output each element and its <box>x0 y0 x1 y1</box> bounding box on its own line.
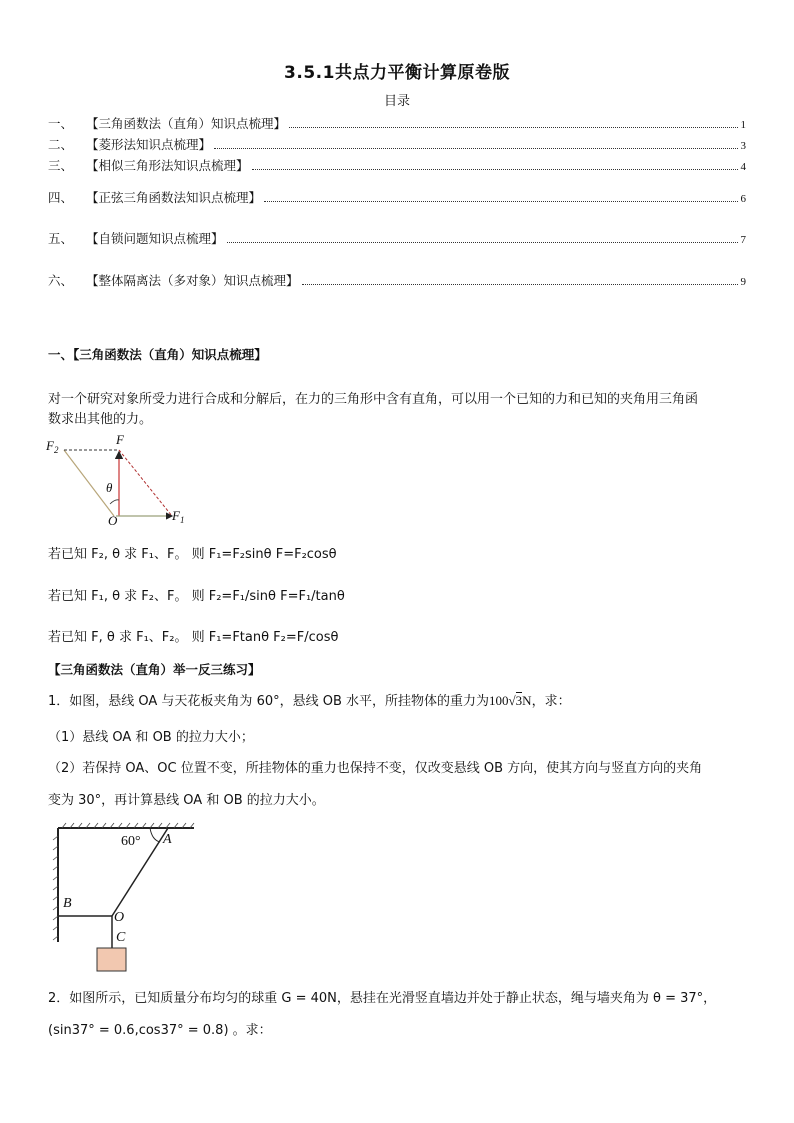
toc-item-3[interactable] <box>48 156 746 174</box>
q2-line-2: (sin37° = 0.6,cos37° = 0.8) 。求： <box>48 1023 272 1038</box>
toc-item-2[interactable] <box>48 135 746 153</box>
toc-page: 4 <box>740 161 746 173</box>
toc-num: 五、 <box>48 231 74 246</box>
toc-item-5[interactable] <box>48 229 746 247</box>
page-title: 3.5.1共点力平衡计算原卷版 <box>284 63 510 83</box>
toc-page: 6 <box>740 193 746 205</box>
toc-num: 四、 <box>48 190 74 205</box>
toc-page: 7 <box>740 234 746 246</box>
toc-label: 【相似三角形法知识点梳理】 <box>86 158 249 173</box>
toc-leader <box>227 241 738 243</box>
weight-block <box>97 948 126 971</box>
intro-line-2: 数求出其他的力。 <box>48 412 153 427</box>
intro-line-1: 对一个研究对象所受力进行合成和分解后，在力的三角形中含有直角，可以用一个已知的力和已知的夹角用三角函 <box>48 392 699 407</box>
toc-leader <box>252 168 738 170</box>
toc-num: 三、 <box>48 158 74 173</box>
toc-item-1[interactable] <box>48 114 746 132</box>
toc-label: 【整体隔离法（多对象）知识点梳理】 <box>86 273 299 288</box>
dashed-diag <box>119 450 172 516</box>
toc-page: 9 <box>740 276 746 288</box>
label-f: F <box>116 432 124 447</box>
label-o2: O <box>114 910 125 925</box>
label-a: A <box>163 832 172 847</box>
practice-heading: 【三角函数法（直角）举一反三练习】 <box>48 662 261 677</box>
label-theta: θ <box>106 480 113 495</box>
rule-1: 若已知 F₂, θ 求 F₁、F。 则 F₁=F₂sinθ F=F₂cosθ <box>48 547 337 562</box>
label-angle: 60° <box>121 834 141 849</box>
label-f2: $F_2$ <box>46 438 59 455</box>
toc-page: 1 <box>740 119 746 131</box>
toc-label: 【三角函数法（直角）知识点梳理】 <box>86 116 287 131</box>
theta-arc <box>110 500 119 504</box>
q1-part2-line2: 变为 30°，再计算悬线 OA 和 OB 的拉力大小。 <box>48 793 325 808</box>
toc-leader <box>214 147 737 149</box>
toc-leader <box>264 200 737 202</box>
q1-part1: （1）悬线 OA 和 OB 的拉力大小； <box>48 730 254 745</box>
toc-leader <box>289 126 737 128</box>
toc-num: 二、 <box>48 137 74 152</box>
label-c: C <box>116 930 126 945</box>
toc-label: 【正弦三角函数法知识点梳理】 <box>86 190 262 205</box>
section-heading: 一、【三角函数法（直角）知识点梳理】 <box>48 347 267 362</box>
toc-label: 【自锁问题知识点梳理】 <box>86 231 224 246</box>
rule-3: 若已知 F, θ 求 F₁、F₂。 则 F₁=Ftanθ F₂=F/cosθ <box>48 630 339 645</box>
label-o: O <box>108 513 118 528</box>
label-b: B <box>63 896 72 911</box>
q1-part2-line1: （2）若保持 OA、OC 位置不变，所挂物体的重力也保持不变，仅改变悬线 OB 方向，使其方向与竖直方向的夹角 <box>48 761 703 776</box>
q1-text: 1．如图，悬线 OA 与天花板夹角为 60°，悬线 OB 水平，所挂物体的重力为100√3N，求： <box>48 693 571 709</box>
toc-label: 【菱形法知识点梳理】 <box>86 137 212 152</box>
toc-num: 一、 <box>48 116 74 131</box>
toc-num: 六、 <box>48 273 74 288</box>
q2-line-1: 2．如图所示，已知质量分布均匀的球重 G = 40N，悬挂在光滑竖直墙边并处于静止状态，绳与墙夹角为 θ = 37°， <box>48 991 717 1006</box>
rule-2: 若已知 F₁, θ 求 F₂、F。 则 F₂=F₁/sinθ F=F₁/tanθ <box>48 589 345 604</box>
angle-arc <box>150 828 160 842</box>
toc-item-6[interactable] <box>48 271 746 289</box>
toc-leader <box>302 283 738 285</box>
toc-page: 3 <box>740 140 746 152</box>
label-f1: $F_1$ <box>172 508 185 525</box>
toc-heading: 目录 <box>383 94 410 109</box>
toc-item-4[interactable] <box>48 188 746 206</box>
